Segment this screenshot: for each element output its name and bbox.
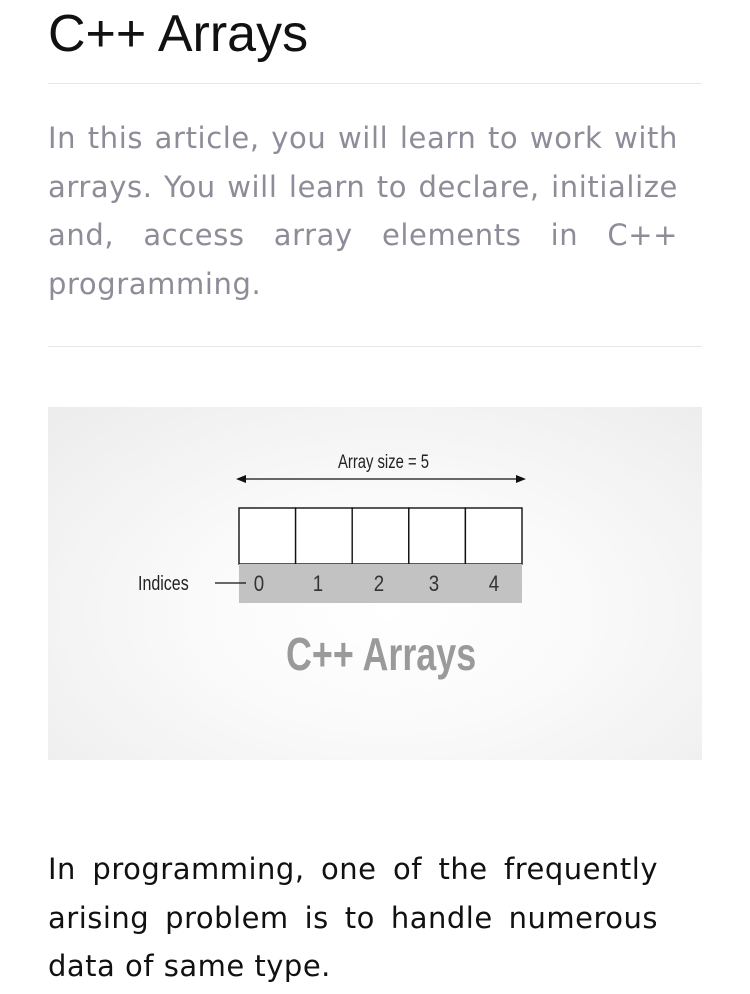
- array-cell: [296, 508, 353, 564]
- figure-caption: C++ Arrays: [286, 628, 477, 680]
- array-cell: [239, 508, 296, 564]
- array-cell: [352, 508, 409, 564]
- article-intro: In this article, you will learn to work with arrays. You will learn to declare, initialize and, access array elements in C++ programming.: [48, 121, 678, 301]
- indices-label: Indices: [138, 573, 189, 595]
- index-label: 2: [373, 571, 385, 596]
- title-divider: [48, 83, 702, 84]
- size-arrow-right-head: [516, 475, 526, 483]
- page-title: C++ Arrays: [48, 5, 309, 63]
- index-label: 0: [253, 571, 265, 596]
- intro-divider: [48, 346, 702, 347]
- index-label: 1: [312, 571, 324, 596]
- size-arrow-left-head: [236, 475, 246, 483]
- article-body-paragraph: In programming, one of the frequently arising problem is to handle numerous data of same type.: [48, 852, 658, 983]
- array-size-label: Array size = 5: [338, 452, 430, 473]
- index-label: 3: [428, 571, 440, 596]
- index-label: 4: [488, 571, 500, 596]
- array-cell: [409, 508, 466, 564]
- array-diagram-image: [48, 407, 702, 760]
- array-cell: [465, 508, 522, 564]
